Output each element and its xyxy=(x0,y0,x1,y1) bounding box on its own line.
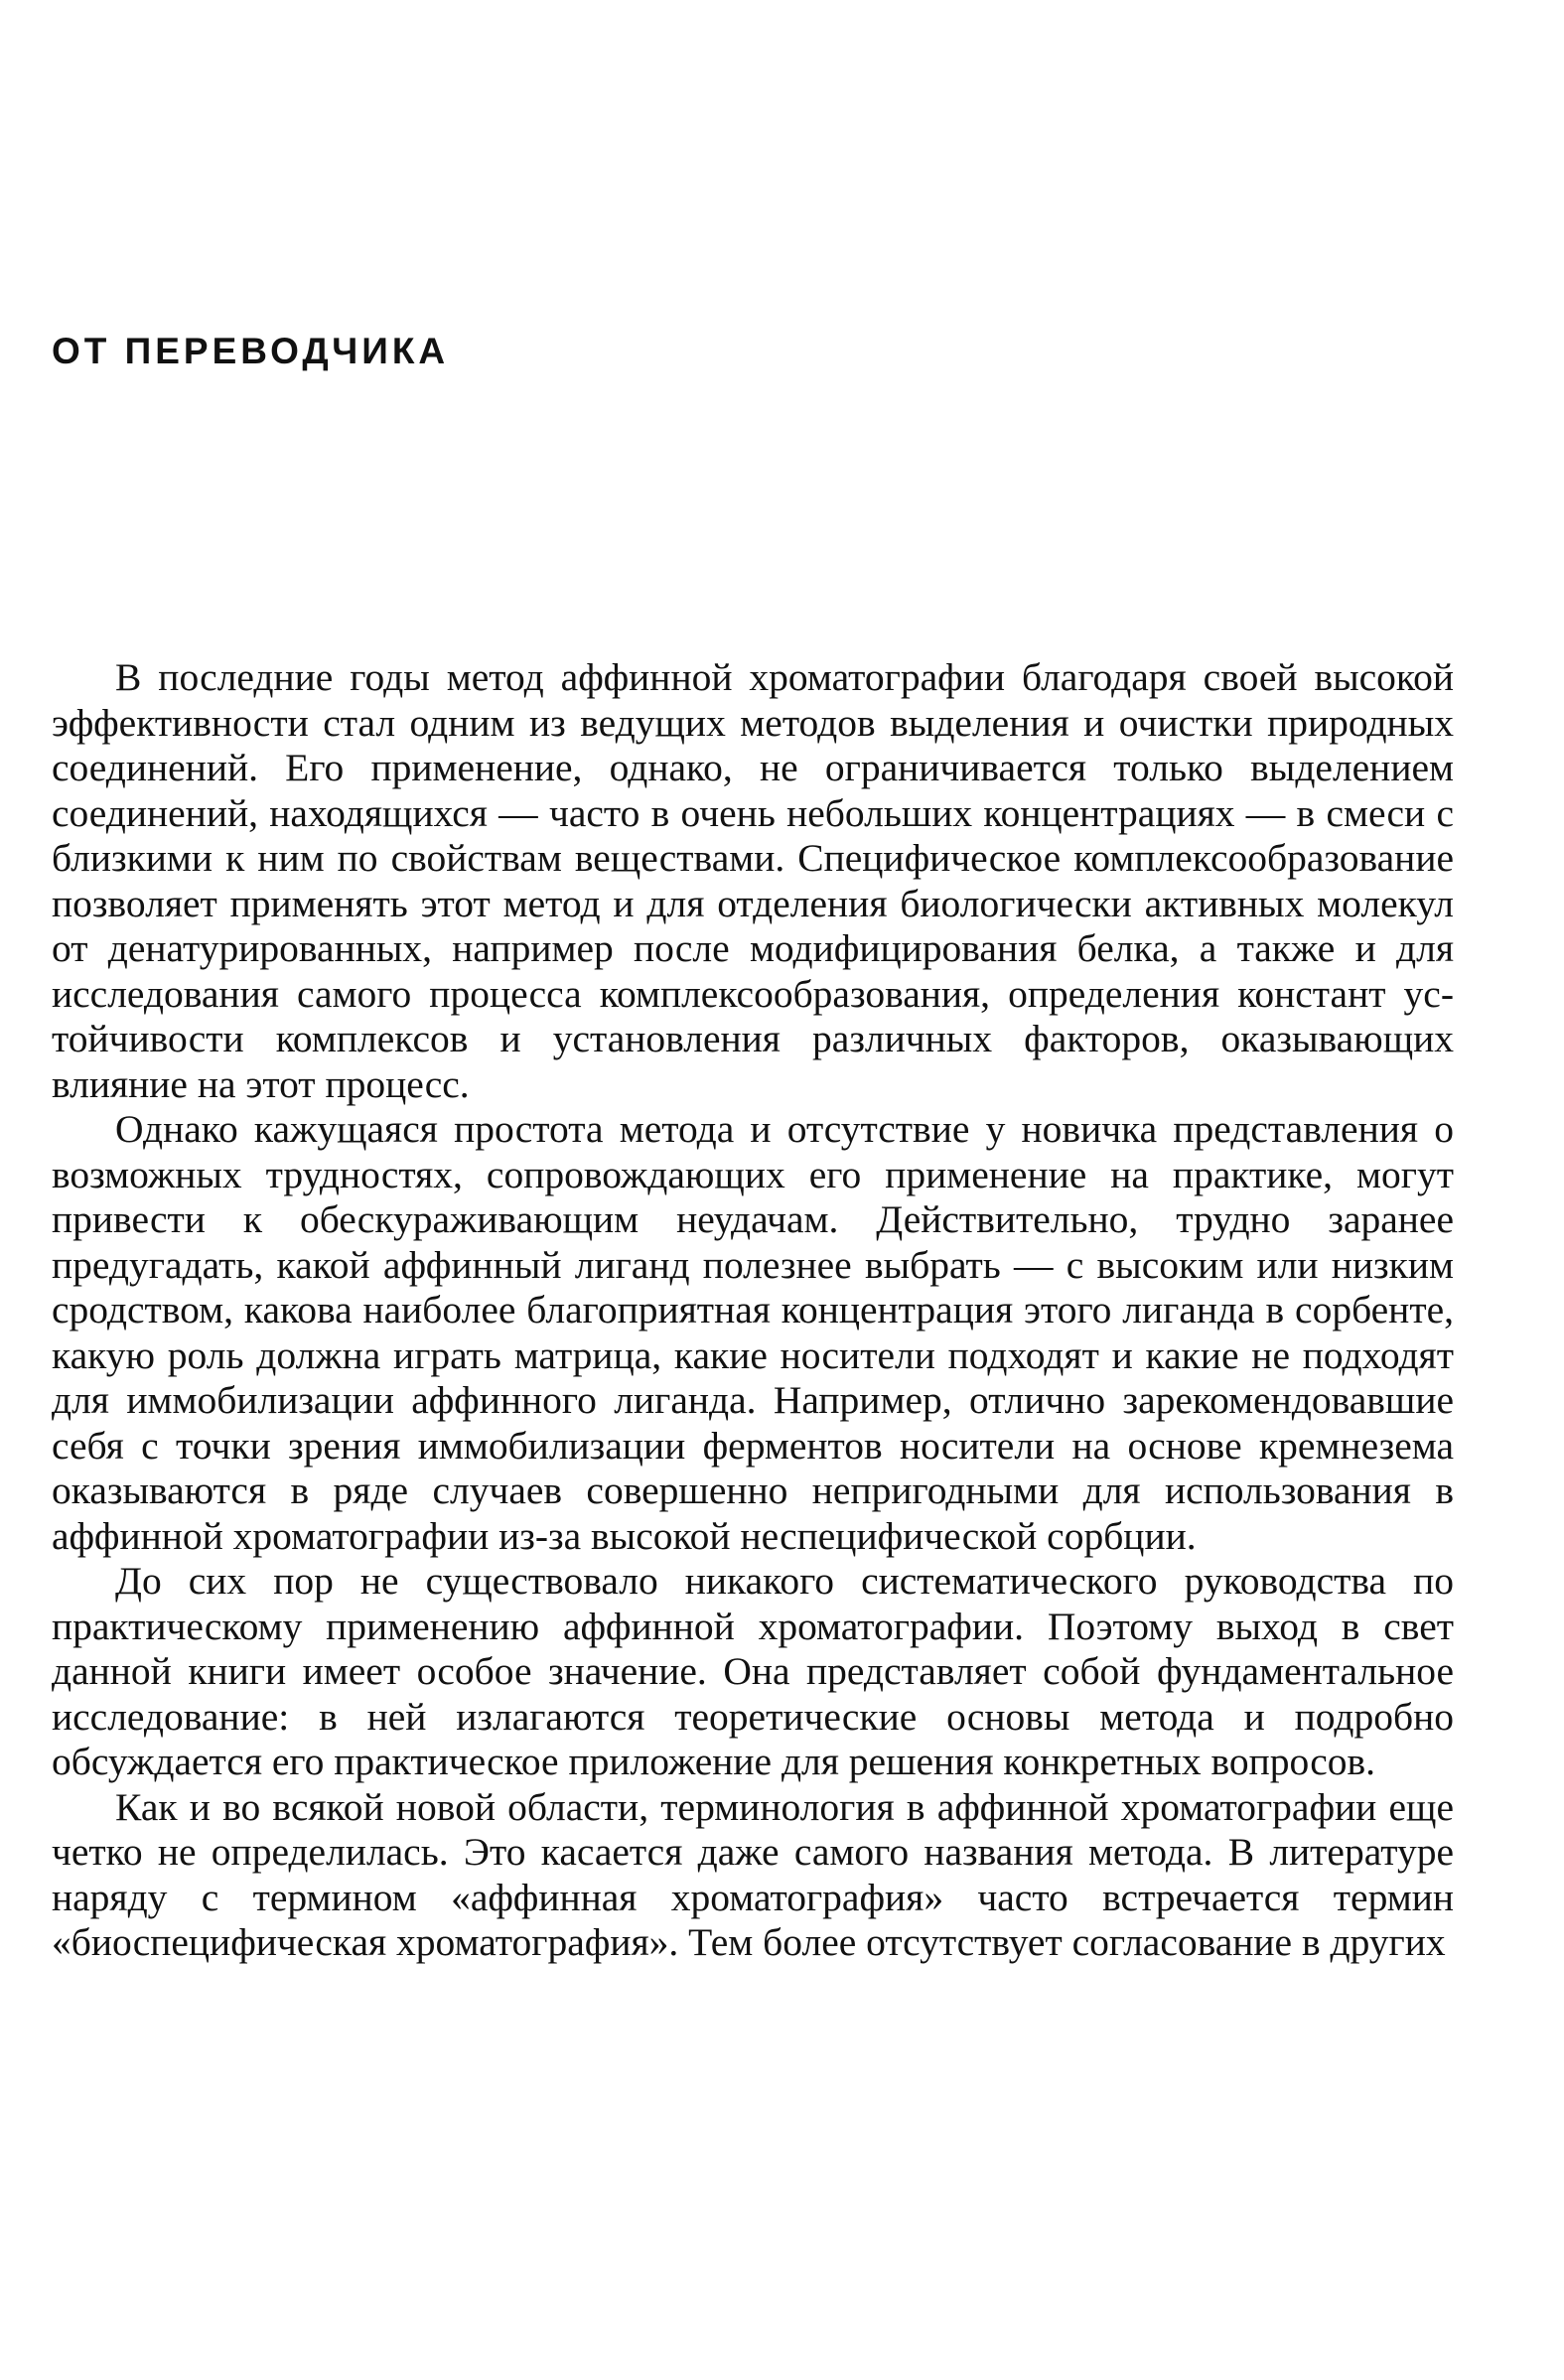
body-text xyxy=(52,655,1454,1966)
paragraph-1: В последние годы метод аффинной хроматографии благодаря своей высокой эффективности стал одним из ведущих методов выделения и очистки природных соединений. Его применение, однако, не ограничивается только выделением соединений, находящихся — часто в очень небольших концентрациях — в смеси с близкими к ним по свойствам веществами. Специфическое комплексообразование позволяет применять этот метод и для отделения биологически активных молекул от денатурированных, например после модифицирования белка, а также и для исследования самого процесса комплексообразования, определения констант устойчивости комплексов и установления различных факторов, оказывающих влияние на этот процесс. xyxy=(52,655,1454,1106)
paragraph-3: До сих пор не существовало никакого систематического руководства по практическому применению аффинной хроматографии. Поэтому выход в свет данной книги имеет особое значение. Она представляет собой фундаментальное исследование: в ней излагаются теоретические основы метода и подробно обсуждается его практическое приложение для решения конкретных вопросов. xyxy=(52,1559,1454,1783)
paragraph-2: Однако кажущаяся простота метода и отсутствие у новичка представления о возможных трудностях, сопровождающих его применение на практике, могут привести к обескураживающим неудачам. Действительно, трудно заранее предугадать, какой аффинный лиганд полезнее выбрать — с высоким или низким сродством, какова наиболее благоприятная концентрация этого лиганда в сорбенте, какую роль должна играть матрица, какие носители подходят и какие не подходят для иммобилизации аффинного лиганда. Например, отлично зарекомендовавшие себя с точки зрения иммобилизации ферментов носители на основе кремнезема оказываются в ряде случаев совершенно непригодными для использования в аффинной хроматографии из-за высокой неспецифической сорбции. xyxy=(52,1107,1454,1558)
page-title: ОТ ПЕРЕВОДЧИКА xyxy=(52,331,450,371)
paragraph-4: Как и во всякой новой области, терминология в аффинной хроматографии еще четко не определилась. Это касается даже самого названия метода. В литературе наряду с термином «аффинная хроматография» часто встречается термин «биоспецифическая хроматография». Тем более отсутствует согласование в других xyxy=(52,1784,1454,1964)
